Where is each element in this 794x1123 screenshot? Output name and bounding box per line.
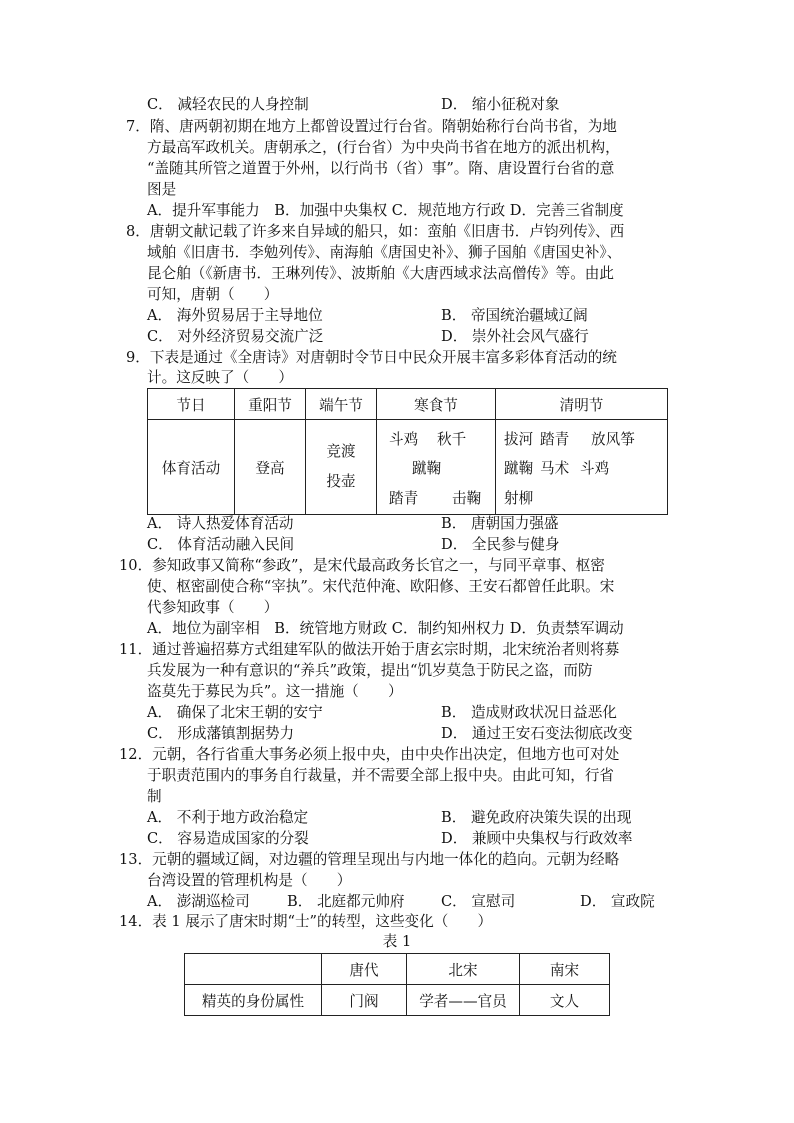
table-cell bbox=[496, 420, 668, 515]
q10-stem-line: 代参知政事（ ） bbox=[147, 599, 279, 616]
q13-option-c: C． 宣慰司 bbox=[441, 893, 516, 910]
table-cell: 登高 bbox=[235, 420, 306, 515]
q10-options: A．地位为副宰相 B．统管地方财政 C．制约知州权力 D．负责禁军调动 bbox=[147, 620, 624, 637]
scholar-transformation-table bbox=[184, 953, 610, 1016]
activity: 拔河 bbox=[504, 431, 534, 448]
q11-stem-line: 11．通过普遍招募方式组建军队的做法开始于唐玄宗时期，北宋统治者则将募 bbox=[119, 641, 620, 658]
q12-stem-line: 于职责范围内的事务自行裁量，并不需要全部上报中央。由此可知，行省 bbox=[147, 767, 615, 784]
q7-stem-line: 方最高军政机关。唐朝承之，(行台省）为中央尚书省在地方的派出机构， bbox=[147, 139, 620, 156]
activity: 击鞠 bbox=[452, 490, 482, 507]
q11-option-a: A． 确保了北宋王朝的安宁 bbox=[147, 704, 323, 721]
table-header bbox=[185, 954, 322, 985]
q12-option-b: B． 避免政府决策失误的出现 bbox=[441, 809, 632, 826]
activity: 蹴鞠 bbox=[412, 460, 442, 477]
q7-stem-line: 7．隋、唐两朝初期在地方上都曾设置过行台省。隋朝始称行台尚书省，为地 bbox=[126, 118, 617, 135]
q9-stem-line: 计。这反映了（ ） bbox=[147, 369, 293, 386]
q13-stem-line: 13．元朝的疆域辽阔，对边疆的管理呈现出与内地一体化的趋向。元朝为经略 bbox=[119, 851, 620, 868]
q11-option-d: D． 通过王安石变法彻底改变 bbox=[441, 725, 633, 742]
table-cell: 文人 bbox=[520, 985, 610, 1016]
activity: 马术 bbox=[540, 460, 570, 477]
q12-option-c: C． 容易造成国家的分裂 bbox=[147, 830, 309, 847]
table-cell: 门阀 bbox=[322, 985, 407, 1016]
q8-option-b: B． 帝国统治疆域辽阔 bbox=[441, 307, 588, 324]
q11-stem-line: 兵发展为一种有意识的“养兵”政策，提出“饥岁莫急于防民之盗，而防 bbox=[147, 662, 593, 679]
q12-stem-line: 制 bbox=[147, 788, 162, 805]
row-label: 精英的身份属性 bbox=[185, 985, 322, 1016]
q6-option-c: C． 减轻农民的人身控制 bbox=[147, 96, 309, 113]
table-cell: 学者——官员 bbox=[407, 985, 520, 1016]
table-header: 端午节 bbox=[306, 389, 377, 420]
q9-option-b: B． 唐朝国力强盛 bbox=[441, 515, 559, 532]
q9-option-a: A． 诗人热爱体育活动 bbox=[147, 515, 294, 532]
activity: 踏青 bbox=[389, 490, 419, 507]
activity: 射柳 bbox=[504, 490, 534, 507]
activity: 放风筝 bbox=[591, 431, 635, 448]
q7-stem-line: 图是 bbox=[147, 181, 177, 198]
q13-option-b: B． 北庭都元帅府 bbox=[287, 893, 405, 910]
table-caption: 表 1 bbox=[382, 933, 412, 950]
q12-stem-line: 12．元朝，各行省重大事务必须上报中央，由中央作出决定，但地方也可对处 bbox=[119, 746, 620, 763]
activity: 秋千 bbox=[437, 431, 467, 448]
table-header: 北宋 bbox=[407, 954, 520, 985]
table-header: 清明节 bbox=[496, 389, 668, 420]
table-cell bbox=[306, 420, 377, 515]
q9-option-d: D． 全民参与健身 bbox=[441, 536, 560, 553]
activity: 踏青 bbox=[540, 431, 570, 448]
q11-option-c: C． 形成藩镇割据势力 bbox=[147, 725, 295, 742]
table-header: 重阳节 bbox=[235, 389, 306, 420]
activity: 投壶 bbox=[326, 473, 356, 490]
q12-option-d: D． 兼顾中央集权与行政效率 bbox=[441, 830, 633, 847]
q7-options: A．提升军事能力 B．加强中央集权 C．规范地方行政 D．完善三省制度 bbox=[147, 202, 624, 219]
q6-option-d: D． 缩小征税对象 bbox=[441, 96, 560, 113]
row-label: 体育活动 bbox=[148, 420, 235, 515]
q11-option-b: B． 造成财政状况日益恶化 bbox=[441, 704, 617, 721]
q8-option-c: C． 对外经济贸易交流广泛 bbox=[147, 328, 324, 345]
q10-stem-line: 10．参知政事又简称“参政”，是宋代最高政务长官之一，与同平章事、枢密 bbox=[119, 557, 605, 574]
q13-stem-line: 台湾设置的管理机构是（ ） bbox=[147, 872, 352, 889]
q8-stem-line: 8．唐朝文献记载了许多来自异域的船只，如：蛮舶《旧唐书．卢钧列传》、西 bbox=[126, 223, 625, 240]
q8-stem-line: 昆仑舶（《新唐书．王琳列传》、波斯舶《大唐西域求法高僧传》等。由此 bbox=[147, 265, 614, 282]
q8-option-a: A． 海外贸易居于主导地位 bbox=[147, 307, 323, 324]
q9-stem-line: 9．下表是通过《全唐诗》对唐朝时令节日中民众开展丰富多彩体育活动的统 bbox=[126, 349, 617, 366]
table-header: 南宋 bbox=[520, 954, 610, 985]
activity: 斗鸡 bbox=[389, 431, 419, 448]
q13-option-a: A． 澎湖巡检司 bbox=[147, 893, 250, 910]
q8-option-d: D． 崇外社会风气盛行 bbox=[441, 328, 589, 345]
q11-stem-line: 盗莫先于募民为兵”。这一措施（ ） bbox=[147, 683, 403, 700]
table-header: 唐代 bbox=[322, 954, 407, 985]
table-header: 节日 bbox=[148, 389, 235, 420]
activity: 蹴鞠 bbox=[504, 460, 534, 477]
festival-sports-table bbox=[147, 388, 668, 515]
activity: 斗鸡 bbox=[580, 460, 610, 477]
q12-option-a: A． 不利于地方政治稳定 bbox=[147, 809, 309, 826]
table-cell bbox=[377, 420, 496, 515]
q9-option-c: C． 体育活动融入民间 bbox=[147, 536, 295, 553]
q8-stem-line: 可知，唐朝（ ） bbox=[147, 286, 279, 303]
q7-stem-line: “盖随其所管之道置于外州，以行尚书（省）事”。隋、唐设置行台省的意 bbox=[147, 160, 615, 177]
q13-option-d: D． 宣政院 bbox=[580, 893, 655, 910]
activity: 竞渡 bbox=[326, 443, 356, 460]
table-header: 寒食节 bbox=[377, 389, 496, 420]
q14-stem-line: 14．表 1 展示了唐宋时期“士”的转型，这些变化（ ） bbox=[119, 913, 493, 930]
q10-stem-line: 使、枢密副使合称“宰执”。宋代范仲淹、欧阳修、王安石都曾任此职。宋 bbox=[147, 578, 615, 595]
q8-stem-line: 域舶《旧唐书．李勉列传》、南海舶《唐国史补》、狮子国舶《唐国史补》、 bbox=[147, 244, 622, 261]
